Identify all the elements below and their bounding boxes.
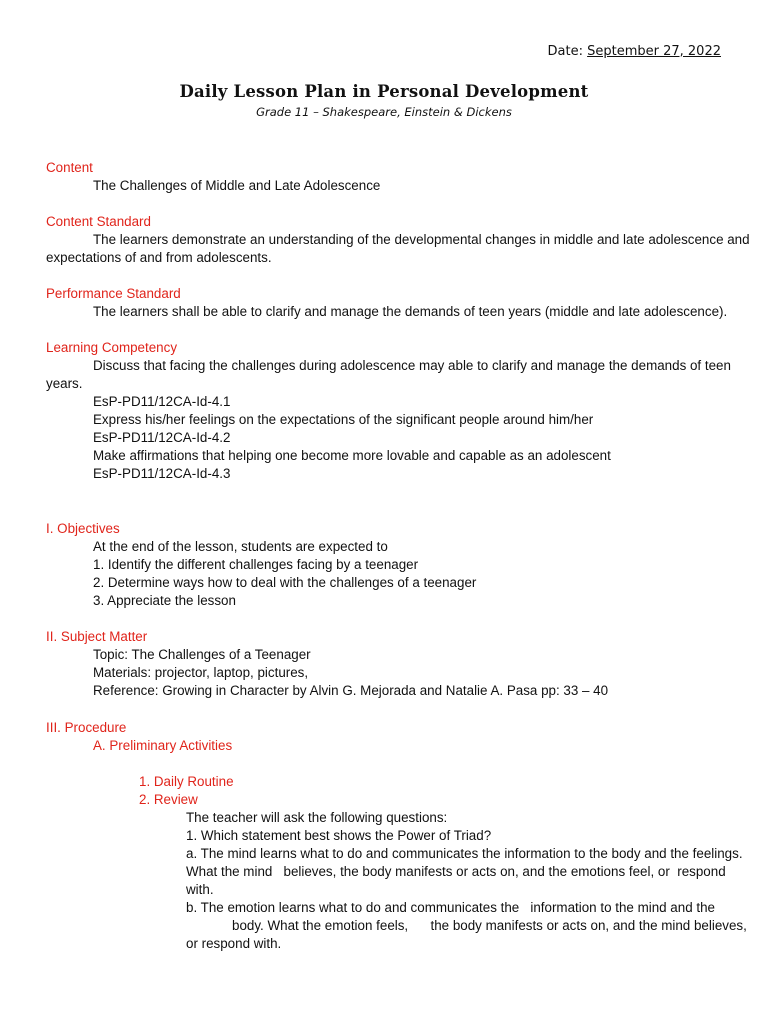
performance-standard-text: The learners shall be able to clarify and manage the demands of teen years (middle and late adolescence). (93, 304, 728, 319)
subject-topic: Topic: The Challenges of a Teenager (93, 647, 311, 662)
choice-a-line3: with. (186, 882, 214, 897)
competency-item-2: Express his/her feelings on the expectations of the significant people around him/her (93, 412, 594, 427)
learning-competency-line2: years. (46, 376, 83, 391)
content-standard-heading: Content Standard (46, 214, 151, 229)
learning-competency-line1: Discuss that facing the challenges during adolescence may able to clarify and manage the demands of teen (93, 358, 731, 373)
daily-routine-heading: 1. Daily Routine (139, 774, 234, 789)
document-subtitle: Grade 11 – Shakespeare, Einstein & Dickens (256, 105, 512, 119)
competency-item-3: Make affirmations that helping one become more lovable and capable as an adolescent (93, 448, 611, 463)
content-standard-line1: The learners demonstrate an understanding of the developmental changes in middle and late adolescence and (93, 232, 750, 247)
objective-item: 1. Identify the different challenges facing by a teenager (93, 557, 419, 572)
date-label: Date: (547, 44, 588, 59)
subject-materials: Materials: projector, laptop, pictures, (93, 665, 309, 680)
competency-code-2: EsP-PD11/12CA-Id-4.2 (93, 430, 231, 445)
document-title: Daily Lesson Plan in Personal Development (179, 82, 589, 101)
date-line (548, 44, 721, 59)
objective-item: 3. Appreciate the lesson (93, 593, 236, 608)
procedure-heading: III. Procedure (46, 720, 127, 735)
objectives-intro: At the end of the lesson, students are expected to (93, 539, 388, 554)
preliminary-activities-heading: A. Preliminary Activities (93, 738, 233, 753)
choice-a-line2: What the mind believes, the body manifests or acts on, and the emotions feel, or respond (186, 864, 726, 879)
choice-a-line1: a. The mind learns what to do and communicates the information to the body and the feelings. (186, 846, 743, 861)
subject-matter-heading: II. Subject Matter (46, 629, 148, 644)
competency-code-1: EsP-PD11/12CA-Id-4.1 (93, 394, 231, 409)
performance-standard-heading: Performance Standard (46, 286, 181, 301)
teacher-instruction: The teacher will ask the following questions: (186, 810, 448, 825)
choice-b-line2: body. What the emotion feels, the body manifests or acts on, and the mind believes, (232, 918, 747, 933)
review-question-1: 1. Which statement best shows the Power of Triad? (186, 828, 492, 843)
content-text: The Challenges of Middle and Late Adolescence (93, 178, 381, 193)
choice-b-line1: b. The emotion learns what to do and communicates the information to the mind and the (186, 900, 715, 915)
choice-b-line3: or respond with. (186, 936, 282, 951)
content-heading: Content (46, 160, 93, 175)
review-heading: 2. Review (139, 792, 198, 807)
content-standard-line2: expectations of and from adolescents. (46, 250, 272, 265)
competency-code-3: EsP-PD11/12CA-Id-4.3 (93, 466, 231, 481)
objectives-heading: I. Objectives (46, 521, 120, 536)
subject-reference: Reference: Growing in Character by Alvin G. Mejorada and Natalie A. Pasa pp: 33 – 40 (93, 683, 609, 698)
date-value: September 27, 2022 (587, 44, 721, 59)
objective-item: 2. Determine ways how to deal with the challenges of a teenager (93, 575, 477, 590)
learning-competency-heading: Learning Competency (46, 340, 178, 355)
